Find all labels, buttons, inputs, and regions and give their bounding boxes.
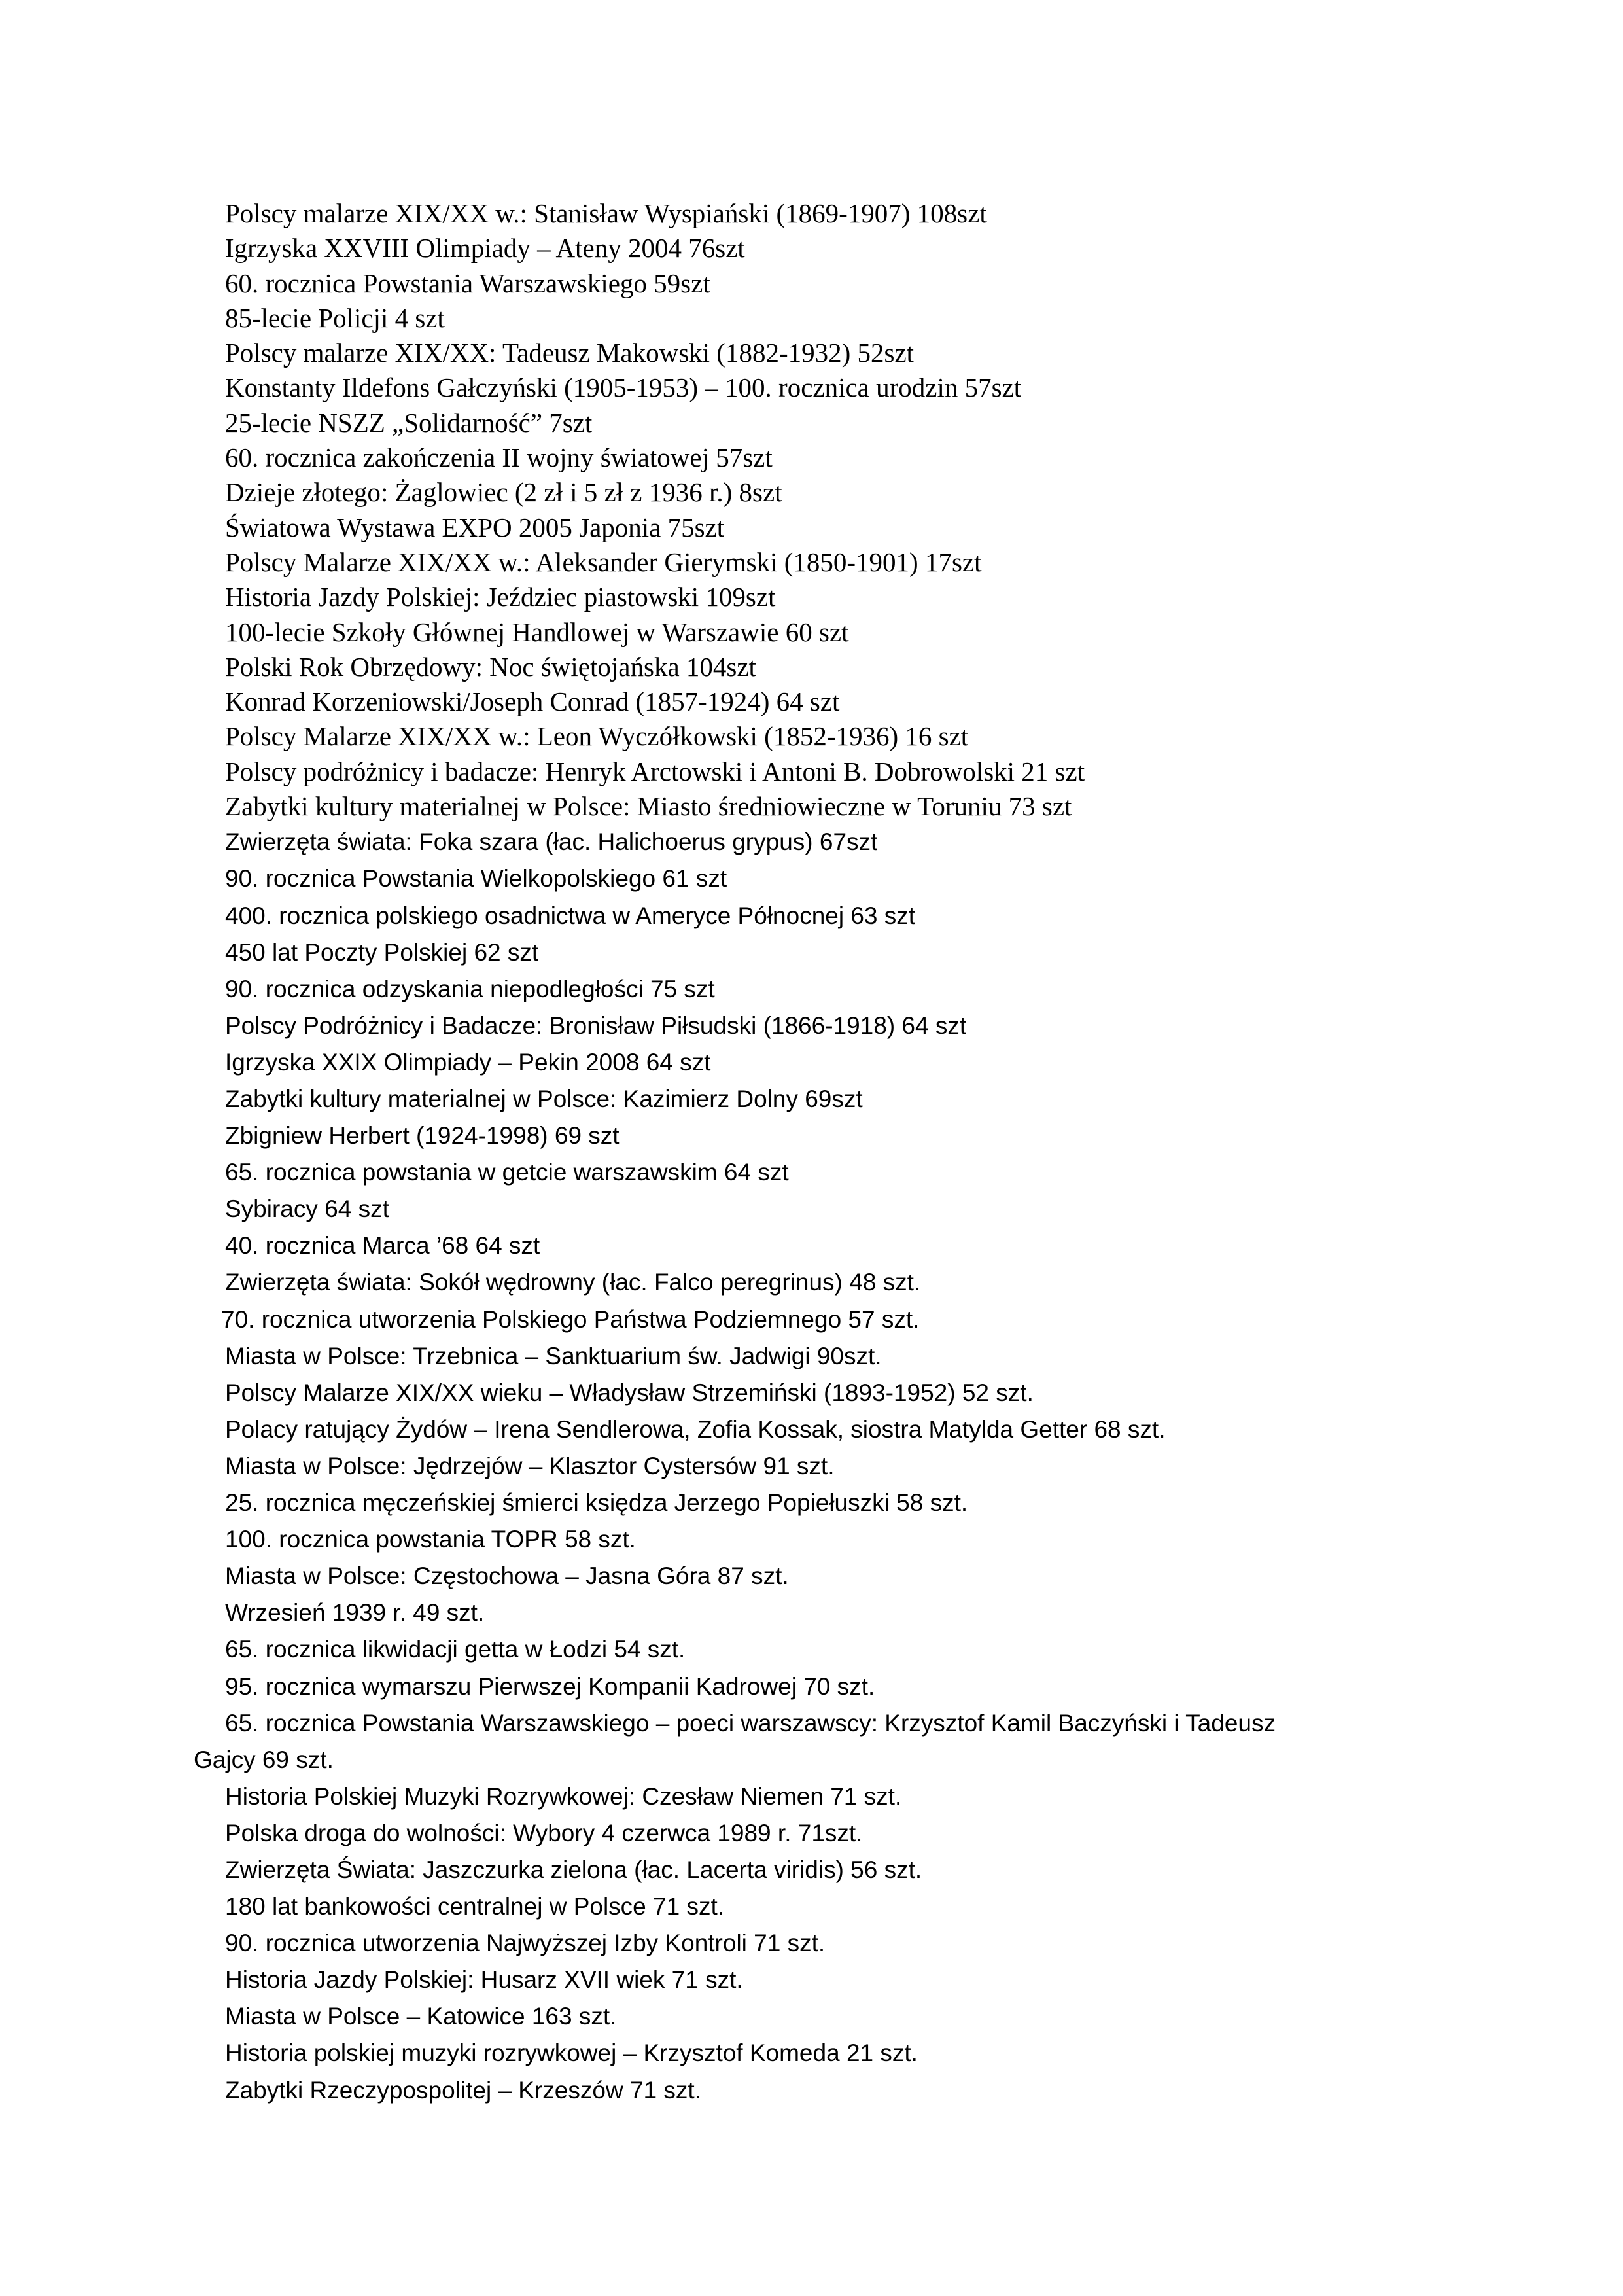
list-item: Zwierzęta Świata: Jaszczurka zielona (łac. Lacerta viridis) 56 szt. [225, 1856, 922, 1883]
list-item: Zwierzęta świata: Sokół wędrowny (łac. Falco peregrinus) 48 szt. [225, 1269, 921, 1296]
list-item: Zbigniew Herbert (1924-1998) 69 szt [225, 1122, 620, 1150]
list-item: Polscy malarze XIX/XX w.: Stanisław Wyspiański (1869-1907) 108szt [225, 198, 987, 228]
list-item: Polscy Podróżnicy i Badacze: Bronisław Piłsudski (1866-1918) 64 szt [225, 1012, 967, 1039]
list-item: Miasta w Polsce: Trzebnica – Sanktuarium św. Jadwigi 90szt. [225, 1342, 882, 1369]
list-item: Igrzyska XXIX Olimpiady – Pekin 2008 64 szt [225, 1048, 711, 1076]
list-item: Konstanty Ildefons Gałczyński (1905-1953) – 100. rocznica urodzin 57szt [225, 372, 1022, 403]
list-item: Polscy podróżnicy i badacze: Henryk Arctowski i Antoni B. Dobrowolski 21 szt [225, 756, 1085, 786]
list-item: Konrad Korzeniowski/Joseph Conrad (1857-1924) 64 szt [225, 686, 840, 717]
list-item: Zwierzęta świata: Foka szara (łac. Halichoerus grypus) 67szt [225, 828, 878, 856]
list-item: Sybiracy 64 szt [225, 1195, 389, 1223]
list-item: 400. rocznica polskiego osadnictwa w Ameryce Północnej 63 szt [225, 902, 916, 929]
list-item: Historia Jazdy Polskiej: Jeździec piastowski 109szt [225, 582, 776, 612]
list-item: 60. rocznica Powstania Warszawskiego 59szt [225, 268, 710, 298]
list-item: 90. rocznica odzyskania niepodległości 75 szt [225, 975, 715, 1002]
list-item: 70. rocznica utworzenia Polskiego Państwa Podziemnego 57 szt. [221, 1305, 920, 1333]
list-item: Polski Rok Obrzędowy: Noc świętojańska 104szt [225, 651, 756, 682]
coin-list [194, 196, 1468, 2109]
list-item: Zabytki Rzeczypospolitej – Krzeszów 71 szt. [225, 2076, 701, 2104]
list-item: 100. rocznica powstania TOPR 58 szt. [225, 1526, 636, 1553]
list-item: 65. rocznica likwidacji getta w Łodzi 54 szt. [225, 1636, 686, 1663]
wrapped-line-2: Gajcy 69 szt. [194, 1746, 334, 1773]
list-item: Polscy Malarze XIX/XX w.: Aleksander Gierymski (1850-1901) 17szt [225, 546, 982, 577]
list-item: Igrzyska XXVIII Olimpiady – Ateny 2004 76szt [225, 233, 745, 264]
list-item: 65. rocznica powstania w getcie warszawskim 64 szt [225, 1159, 789, 1186]
list-item: Miasta w Polsce – Katowice 163 szt. [225, 2003, 617, 2030]
list-item: 60. rocznica zakończenia II wojny światowej 57szt [225, 442, 773, 473]
list-item: Zabytki kultury materialnej w Polsce: Miasto średniowieczne w Toruniu 73 szt [225, 791, 1072, 822]
list-item: Zabytki kultury materialnej w Polsce: Kazimierz Dolny 69szt [225, 1086, 863, 1112]
list-item: 95. rocznica wymarszu Pierwszej Kompanii Kadrowej 70 szt. [225, 1672, 875, 1700]
list-item: Polscy Malarze XIX/XX w.: Leon Wyczółkowski (1852-1936) 16 szt [225, 721, 969, 752]
list-item: Miasta w Polsce: Częstochowa – Jasna Góra 87 szt. [225, 1563, 789, 1590]
list-item: Światowa Wystawa EXPO 2005 Japonia 75szt [225, 512, 725, 542]
list-item: Miasta w Polsce: Jędrzejów – Klasztor Cystersów 91 szt. [225, 1452, 835, 1479]
list-item: Historia polskiej muzyki rozrywkowej – Krzysztof Komeda 21 szt. [225, 2040, 918, 2067]
list-item: 450 lat Poczty Polskiej 62 szt [225, 938, 539, 966]
list-item: Wrzesień 1939 r. 49 szt. [225, 1599, 485, 1627]
list-item: 85-lecie Policji 4 szt [225, 302, 445, 333]
wrapped-line-1: 65. rocznica Powstania Warszawskiego – poeci warszawscy: Krzysztof Kamil Baczyński i Tadeusz [225, 1709, 1276, 1737]
list-item: 100-lecie Szkoły Głównej Handlowej w Warszawie 60 szt [225, 616, 849, 647]
list-item: Historia Jazdy Polskiej: Husarz XVII wiek 71 szt. [225, 1966, 743, 1994]
list-item: Historia Polskiej Muzyki Rozrywkowej: Czesław Niemen 71 szt. [225, 1782, 902, 1810]
list-item: Polscy Malarze XIX/XX wieku – Władysław Strzemiński (1893-1952) 52 szt. [225, 1379, 1034, 1406]
list-item: 180 lat bankowości centralnej w Polsce 71 szt. [225, 1893, 725, 1920]
list-item: Polacy ratujący Żydów – Irena Sendlerowa, Zofia Kossak, siostra Matylda Getter 68 szt. [225, 1415, 1166, 1443]
list-item: Polska droga do wolności: Wybory 4 czerwca 1989 r. 71szt. [225, 1819, 863, 1846]
list-item-wrapped [194, 1705, 1403, 1778]
list-item: 90. rocznica Powstania Wielkopolskiego 61 szt [225, 865, 727, 892]
list-item: Dzieje złotego: Żaglowiec (2 zł i 5 zł z 1936 r.) 8szt [225, 477, 782, 508]
list-item: 25. rocznica męczeńskiej śmierci księdza Jerzego Popiełuszki 58 szt. [225, 1489, 968, 1517]
list-item: Polscy malarze XIX/XX: Tadeusz Makowski (1882-1932) 52szt [225, 338, 915, 368]
list-item: 40. rocznica Marca ’68 64 szt [225, 1232, 540, 1260]
list-item: 90. rocznica utworzenia Najwyższej Izby Kontroli 71 szt. [225, 1930, 826, 1957]
list-item: 25-lecie NSZZ „Solidarność” 7szt [225, 407, 593, 438]
